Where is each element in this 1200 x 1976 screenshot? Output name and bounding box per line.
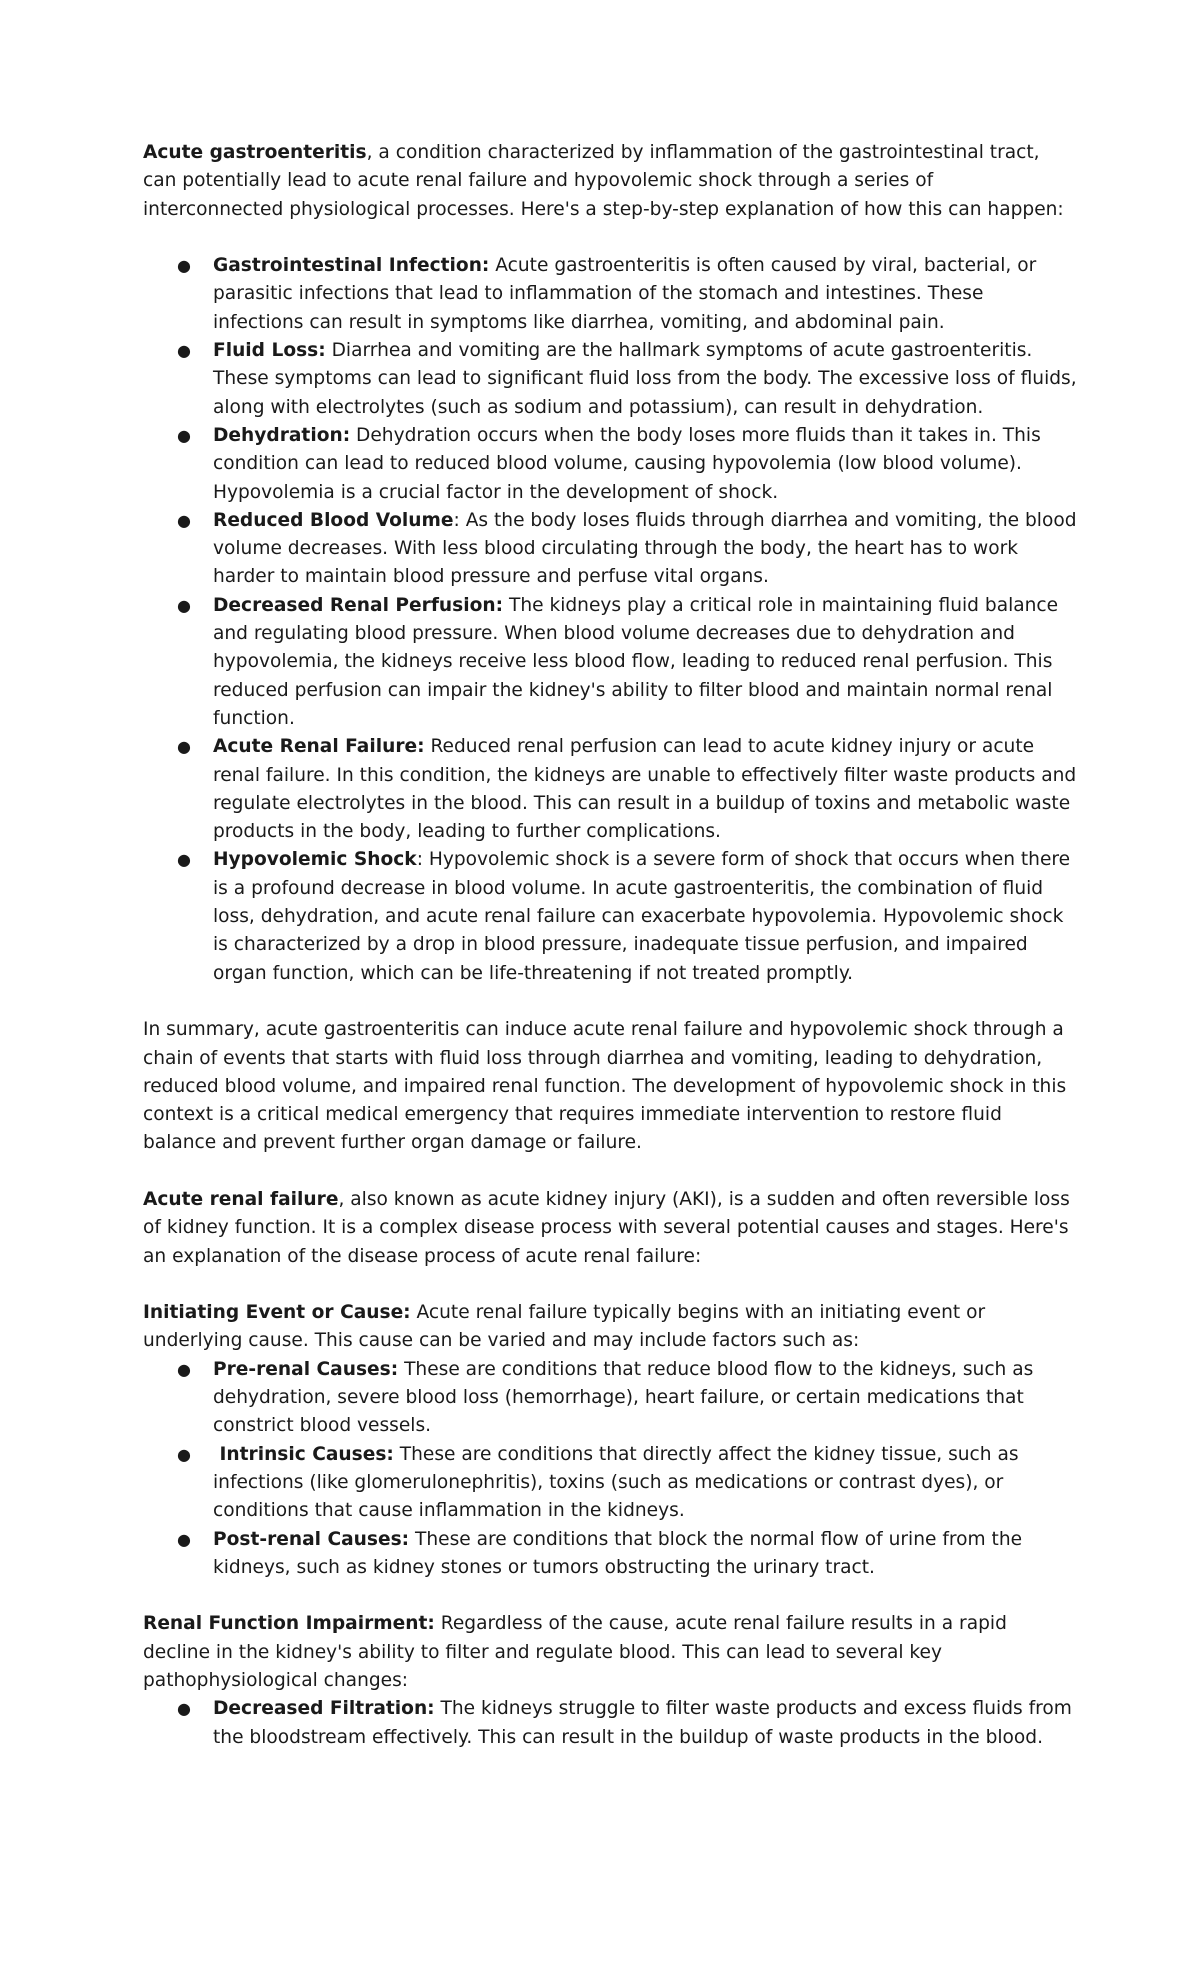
changes-list (143, 1695, 1078, 1752)
steps-list (143, 252, 1078, 988)
list-item-text: Acute gastroenteritis is often caused by viral, bacterial, or parasitic infections that lead to inflammation of the stomach and intestines. These infections can result in symptoms like diarrhea, vomiting, and abdominal pain. (213, 255, 1037, 333)
bullet-icon: ● (177, 1699, 191, 1719)
list-item-text: Dehydration occurs when the body loses more fluids than it takes in. This condition can lead to reduced blood volume, causing hypovolemia (low blood volume). Hypovolemia is a crucial factor in the development of shock. (213, 424, 1041, 503)
list-item (143, 1526, 1078, 1583)
list-item-title: Decreased Renal Perfusion: (213, 594, 504, 616)
bullet-icon: ● (177, 510, 191, 530)
list-item-text: Diarrhea and vomiting are the hallmark symptoms of acute gastroenteritis. These symptoms can lead to significant fluid loss from the body. The excessive loss of fluids, along with electrolytes (such as sodium and potassium), can result in dehydration. (213, 340, 1077, 418)
list-item (143, 733, 1078, 846)
bullet-icon: ● (177, 1359, 191, 1379)
bullet-icon: ● (177, 737, 191, 757)
bullet-icon: ● (177, 425, 191, 445)
intro-term: Acute gastroenteritis (143, 142, 367, 163)
bullet-icon: ● (177, 1444, 191, 1464)
list-item-text: The kidneys struggle to filter waste products and excess fluids from the bloodstream effectively. This can result in the buildup of waste products in the blood. (213, 1698, 1072, 1748)
bullet-icon: ● (177, 341, 191, 361)
arf-intro-text: , also known as acute kidney injury (AKI), is a sudden and often reversible loss of kidney function. It is a complex disease process with several potential causes and stages. Here's an explanation of the disease process of acute renal failure: (143, 1188, 1070, 1267)
list-item-text: : Hypovolemic shock is a severe form of shock that occurs when there is a profound decrease in blood volume. In acute gastroenteritis, the combination of fluid loss, dehydration, and acute renal failure can exacerbate hypovolemia. Hypovolemic shock is characterized by a drop in blood pressure, inadequate tissue perfusion, and impaired organ function, which can be life-threatening if not treated promptly. (213, 849, 1071, 984)
list-item (143, 337, 1078, 422)
arf-intro-paragraph (143, 1186, 1078, 1271)
list-item-title: Reduced Blood Volume (213, 509, 454, 531)
list-item-text: These are conditions that directly affect the kidney tissue, such as infections (like glomerulonephritis), toxins (such as medications or contrast dyes), or conditions that cause inflammation in the kidneys. (213, 1443, 1019, 1522)
list-item (143, 1695, 1078, 1752)
document-body (143, 139, 1078, 1752)
list-item-title: Dehydration: (213, 424, 351, 446)
initiating-text: Acute renal failure typically begins with an initiating event or underlying cause. This cause can be varied and may include factors such as: (143, 1302, 986, 1352)
initiating-title: Initiating Event or Cause: (143, 1302, 411, 1324)
list-item-text: Reduced renal perfusion can lead to acute kidney injury or acute renal failure. In this condition, the kidneys are unable to effectively filter waste products and regulate electrolytes in the blood. This can result in a buildup of toxins and metabolic waste products in the body, leading to further complications. (213, 736, 1077, 843)
arf-term: Acute renal failure (143, 1188, 339, 1210)
bullet-icon: ● (177, 595, 191, 615)
list-item (143, 846, 1078, 987)
list-item (143, 592, 1078, 733)
bullet-icon: ● (177, 1529, 191, 1549)
list-item (143, 252, 1078, 337)
intro-text: , a condition characterized by inflammation of the gastrointestinal tract, can potentially lead to acute renal failure and hypovolemic shock through a series of interconnected physiological processes. Here's a step-by-step explanation of how this can happen: (143, 142, 1064, 220)
list-item-title: Decreased Filtration: (213, 1698, 435, 1720)
bullet-icon: ● (177, 256, 191, 276)
list-item (143, 1441, 1078, 1526)
causes-list (143, 1356, 1078, 1582)
intro-paragraph (143, 139, 1078, 224)
initiating-paragraph (143, 1299, 1078, 1356)
list-item-text: : As the body loses fluids through diarrhea and vomiting, the blood volume decreases. With less blood circulating through the body, the heart has to work harder to maintain blood pressure and perfuse vital organs. (213, 509, 1077, 588)
list-item (143, 507, 1078, 592)
list-item-title: Pre-renal Causes: (213, 1358, 399, 1380)
list-item-title: Intrinsic Causes: (213, 1443, 394, 1465)
impairment-paragraph (143, 1610, 1078, 1695)
list-item-text: These are conditions that block the normal flow of urine from the kidneys, such as kidney stones or tumors obstructing the urinary tract. (213, 1528, 1023, 1578)
list-item (143, 422, 1078, 507)
impairment-title: Renal Function Impairment: (143, 1613, 435, 1635)
list-item-title: Gastrointestinal Infection: (213, 255, 490, 277)
list-item-title: Hypovolemic Shock (213, 849, 417, 871)
bullet-icon: ● (177, 850, 191, 870)
list-item-title: Acute Renal Failure: (213, 736, 425, 758)
summary-paragraph: In summary, acute gastroenteritis can induce acute renal failure and hypovolemic shock through a chain of events that starts with fluid loss through diarrhea and vomiting, leading to dehydration, reduced blood volume, and impaired renal function. The development of hypovolemic shock in this context is a critical medical emergency that requires immediate intervention to restore fluid balance and prevent further organ damage or failure. (143, 1019, 1067, 1154)
list-item-text: The kidneys play a critical role in maintaining fluid balance and regulating blood pressure. When blood volume decreases due to dehydration and hypovolemia, the kidneys receive less blood flow, leading to reduced renal perfusion. This reduced perfusion can impair the kidney's ability to filter blood and maintain normal renal function. (213, 594, 1059, 729)
list-item (143, 1356, 1078, 1441)
list-item-text: These are conditions that reduce blood flow to the kidneys, such as dehydration, severe blood loss (hemorrhage), heart failure, or certain medications that constrict blood vessels. (213, 1358, 1034, 1437)
list-item-title: Post-renal Causes: (213, 1528, 410, 1550)
impairment-text: Regardless of the cause, acute renal failure results in a rapid decline in the kidney's ability to filter and regulate blood. This can lead to several key pathophysiological changes: (143, 1613, 1007, 1692)
list-item-title: Fluid Loss: (213, 340, 326, 362)
